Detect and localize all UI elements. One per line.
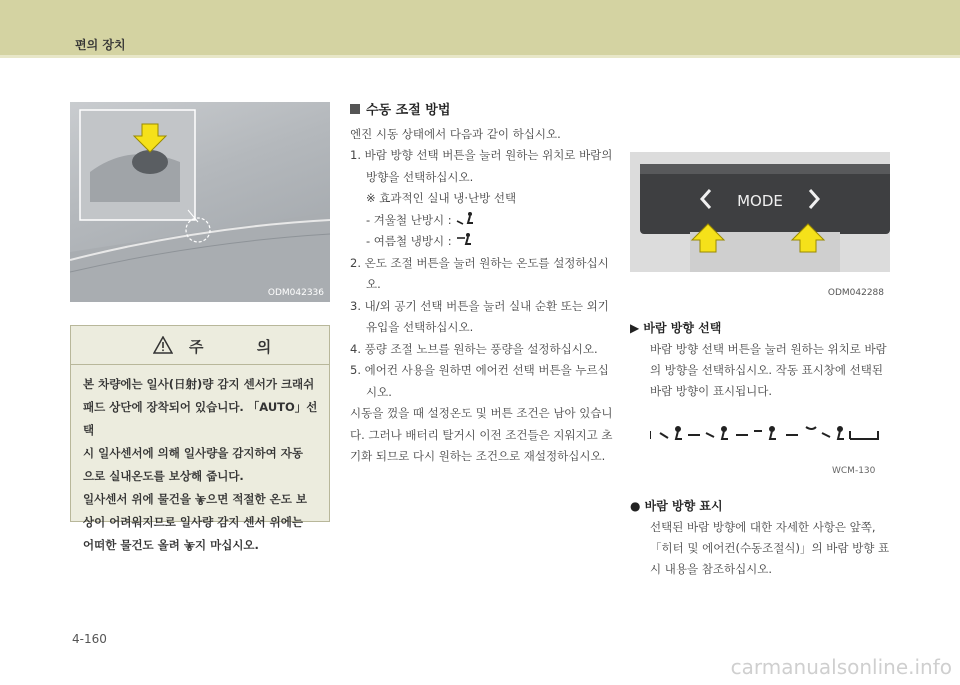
manual-heading: 수동 조절 방법 bbox=[350, 100, 615, 122]
manual-section bbox=[350, 100, 615, 468]
section-title: 편의 장치 bbox=[75, 38, 126, 52]
step-4: 4. 풍량 조절 노브를 원하는 풍량을 설정하십시오. bbox=[350, 341, 598, 356]
manual-outro: 시동을 껐을 때 설정온도 및 버튼 조건은 남아 있습니다. 그러나 배터리 탈거시 이전 조건들은 지워지고 초기화 되므로 다시 원하는 조건으로 재설정하십시오. bbox=[350, 406, 613, 463]
mode-note: ※ 효과적인 실내 냉·난방 선택 bbox=[366, 191, 517, 205]
face-vent-mode-icon bbox=[455, 232, 475, 248]
display-heading: ● 바람 방향 표시 bbox=[630, 499, 723, 513]
display-section bbox=[630, 496, 895, 580]
sensor-photo bbox=[70, 102, 330, 302]
display-text: 선택된 바람 방향에 대한 자세한 사항은 앞쪽, 「히터 및 에어컨(수동조절식)」의 바람 방향 표시 내용을 참조하십시오. bbox=[650, 520, 890, 576]
airflow-section bbox=[630, 318, 895, 402]
mode-panel-illustration bbox=[630, 102, 890, 302]
caution-line: 시 일사센서에 의해 일사량을 감지하여 자동 bbox=[83, 446, 303, 460]
warning-icon bbox=[153, 336, 173, 354]
caution-box bbox=[70, 325, 330, 552]
manual-intro: 엔진 시동 상태에서 다음과 같이 하십시오. bbox=[350, 126, 561, 141]
airflow-text: 바람 방향 선택 버튼을 눌러 원하는 위치로 바람의 방향을 선택하십시오. 작동 표시창에 선택된 바람 방향이 표시됩니다. bbox=[650, 342, 887, 398]
watermark: carmanualsonline.info bbox=[730, 655, 952, 679]
page-number: 4-160 bbox=[72, 632, 107, 646]
mode-sequence-icon bbox=[650, 423, 885, 447]
caution-line: 어떠한 물건도 올려 놓지 마십시오. bbox=[83, 538, 259, 552]
figure-code: WCM-130 bbox=[832, 466, 876, 476]
step-1: 1. 바람 방향 선택 버튼을 눌러 원하는 위치로 바람의 방향을 선택하십시오. bbox=[350, 148, 613, 184]
figure-code: ODM042288 bbox=[827, 288, 884, 298]
figure-code: ODM042336 bbox=[267, 288, 324, 298]
caution-title: 주 의 bbox=[189, 338, 296, 356]
caution-line: 본 차량에는 일사(日射)량 감지 센서가 크래쉬 bbox=[83, 377, 315, 391]
mode-button-photo bbox=[630, 102, 890, 302]
winter-mode: - 겨울철 난방시 : bbox=[350, 210, 615, 232]
summer-mode: - 여름철 냉방시 : bbox=[350, 231, 615, 253]
step-5: 5. 에어컨 사용을 원하면 에어컨 선택 버튼을 누르십시오. bbox=[350, 363, 609, 399]
square-bullet-icon bbox=[350, 104, 360, 114]
caution-line: 상이 어려워지므로 일사량 감지 센서 위에는 bbox=[83, 515, 303, 529]
caution-line: 패드 상단에 장착되어 있습니다. 「AUTO」선택 bbox=[83, 400, 318, 437]
caution-line: 으로 실내온도를 보상해 줍니다. bbox=[83, 469, 244, 483]
step-2: 2. 온도 조절 버튼을 눌러 원하는 온도를 설정하십시오. bbox=[350, 255, 609, 291]
airflow-heading: ▶ 바람 방향 선택 bbox=[630, 321, 722, 335]
caution-line: 일사센서 위에 물건을 놓으면 적절한 온도 보 bbox=[83, 492, 307, 506]
header-bar bbox=[0, 0, 960, 58]
caution-body bbox=[71, 365, 329, 557]
windshield-illustration bbox=[70, 102, 330, 302]
step-3: 3. 내/외 공기 선택 버튼을 눌러 실내 순환 또는 외기 유입을 선택하십시오. bbox=[350, 298, 609, 334]
caution-header bbox=[71, 326, 329, 365]
mode-label: MODE bbox=[737, 192, 783, 210]
floor-defrost-mode-icon bbox=[455, 211, 477, 227]
header-accent-line bbox=[0, 55, 960, 58]
